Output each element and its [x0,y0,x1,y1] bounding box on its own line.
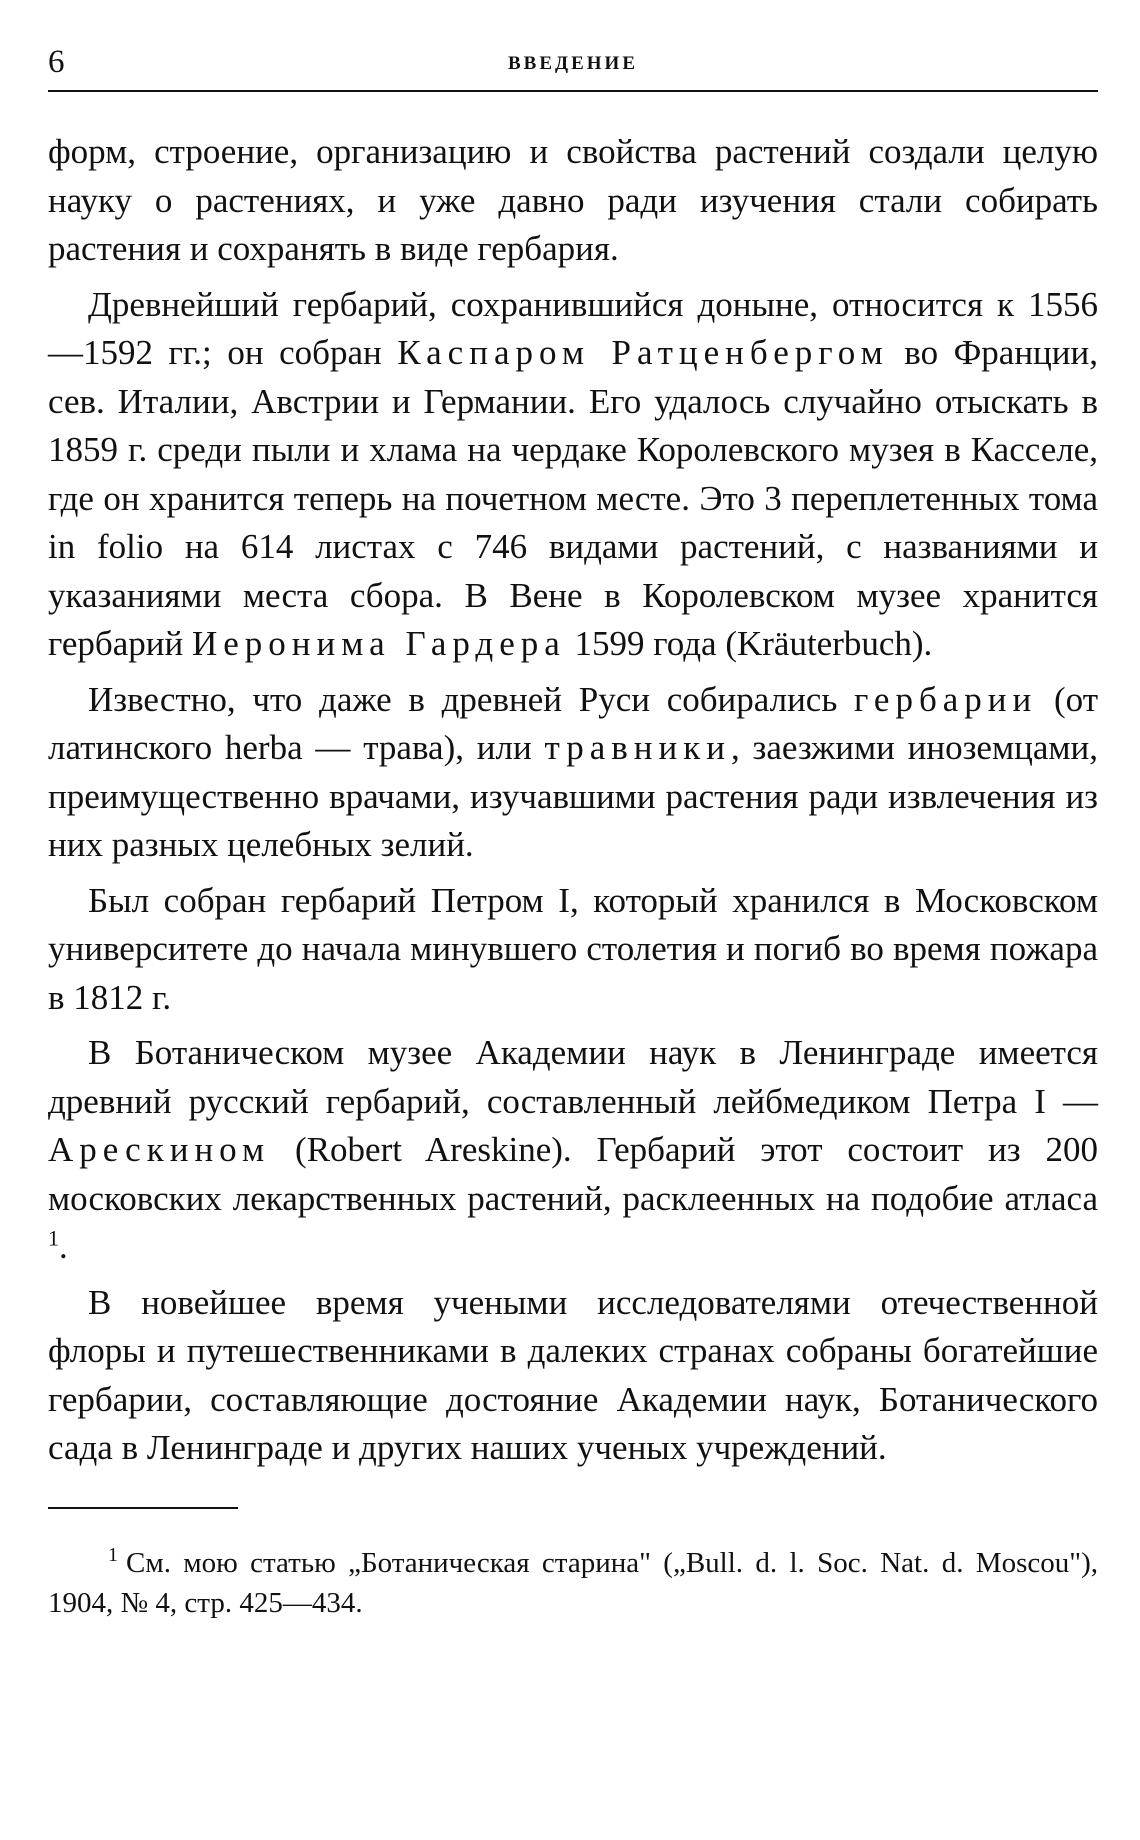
running-head [48,40,1098,84]
spaced-term-herbarii: гербарии [854,679,1038,719]
paragraph-3 [48,676,1098,870]
paragraph-5 [48,1029,1098,1272]
paragraph-5-text-b: (Robert Areskine). Гербарий этот состоит из 200 московских лекарственных растений, расклеенных на подобие атласа [48,1130,1098,1218]
paragraph-2-text-b: во Франции, сев. Италии, Австрии и Германии. Его удалось случайно отыскать в 1859 г. среди пыли и хлама на чердаке Королевского музея в Касселе, где он хранится теперь на почетном месте. Это 3 переплетенных тома in folio на 614 листах с 746 видами растений, с названиями и указаниями места сбора. В Вене в Королевском музее хранится гербарий [48,333,1098,663]
body-text [48,128,1098,1473]
paragraph-5-text-c: . [59,1227,68,1266]
paragraph-5-text-a: В Ботаническом музее Академии наук в Ленинграде имеется древний русский гербарий, составленный лейбмедиком Петра I — [48,1033,1098,1121]
footnote-reference[interactable]: 1 [48,1225,59,1251]
footnote [48,1543,1098,1623]
paragraph-6: В новейшее время учеными исследователями отечественной флоры и путешественниками в далеких странах собраны богатейшие гербарии, составляющие достояние Академии наук, Ботанического сада в Ленинграде и других наших ученых учреждений. [48,1282,1098,1467]
paragraph-3-text-b: (от латинского herba — трава), или [48,679,1098,767]
header-rule [48,90,1098,92]
paragraph-2 [48,281,1098,669]
paragraph-4: Был собран гербарий Петром I, который хранился в Московском университете до начала минувшего столетия и погиб во время пожара в 1812 г. [48,880,1098,1017]
spaced-name-areskin: Арескином [48,1130,271,1169]
spaced-term-travniki: травники [544,728,731,767]
spaced-name-harder: Иеронима Гардера [191,624,566,663]
page-number: 6 [48,44,65,80]
paragraph-3-text-a: Известно, что даже в древней Руси собирались [88,679,855,719]
paragraph-1: форм, строение, организацию и свойства растений создали целую науку о растениях, и уже давно ради изучения стали собирать растения и сохранять в виде гербария. [48,132,1098,268]
paragraph-2-text-c: 1599 года (Kräuterbuch). [565,624,933,663]
footnote-mark: 1 [108,1543,118,1566]
paragraph-2-text-a: Древнейший гербарий, сохранившийся доныне, относится к 1556—1592 гг.; он собран [48,284,1098,372]
footnote-rule [48,1507,238,1509]
book-page [48,40,1098,1623]
running-title: ВВЕДЕНИЕ [508,53,638,74]
footnote-text: См. мою статью „Ботаническая старина" („Bull. d. l. Soc. Nat. d. Moscou"), 1904, № 4, стр. 425—434. [48,1546,1098,1619]
paragraph-3-text-c: , заезжими иноземцами, преимущественно врачами, изучавшими растения ради извлечения из них разных целебных зелий. [48,728,1098,864]
spaced-name-ratzenberg: Каспаром Ратценбергом [397,333,889,372]
